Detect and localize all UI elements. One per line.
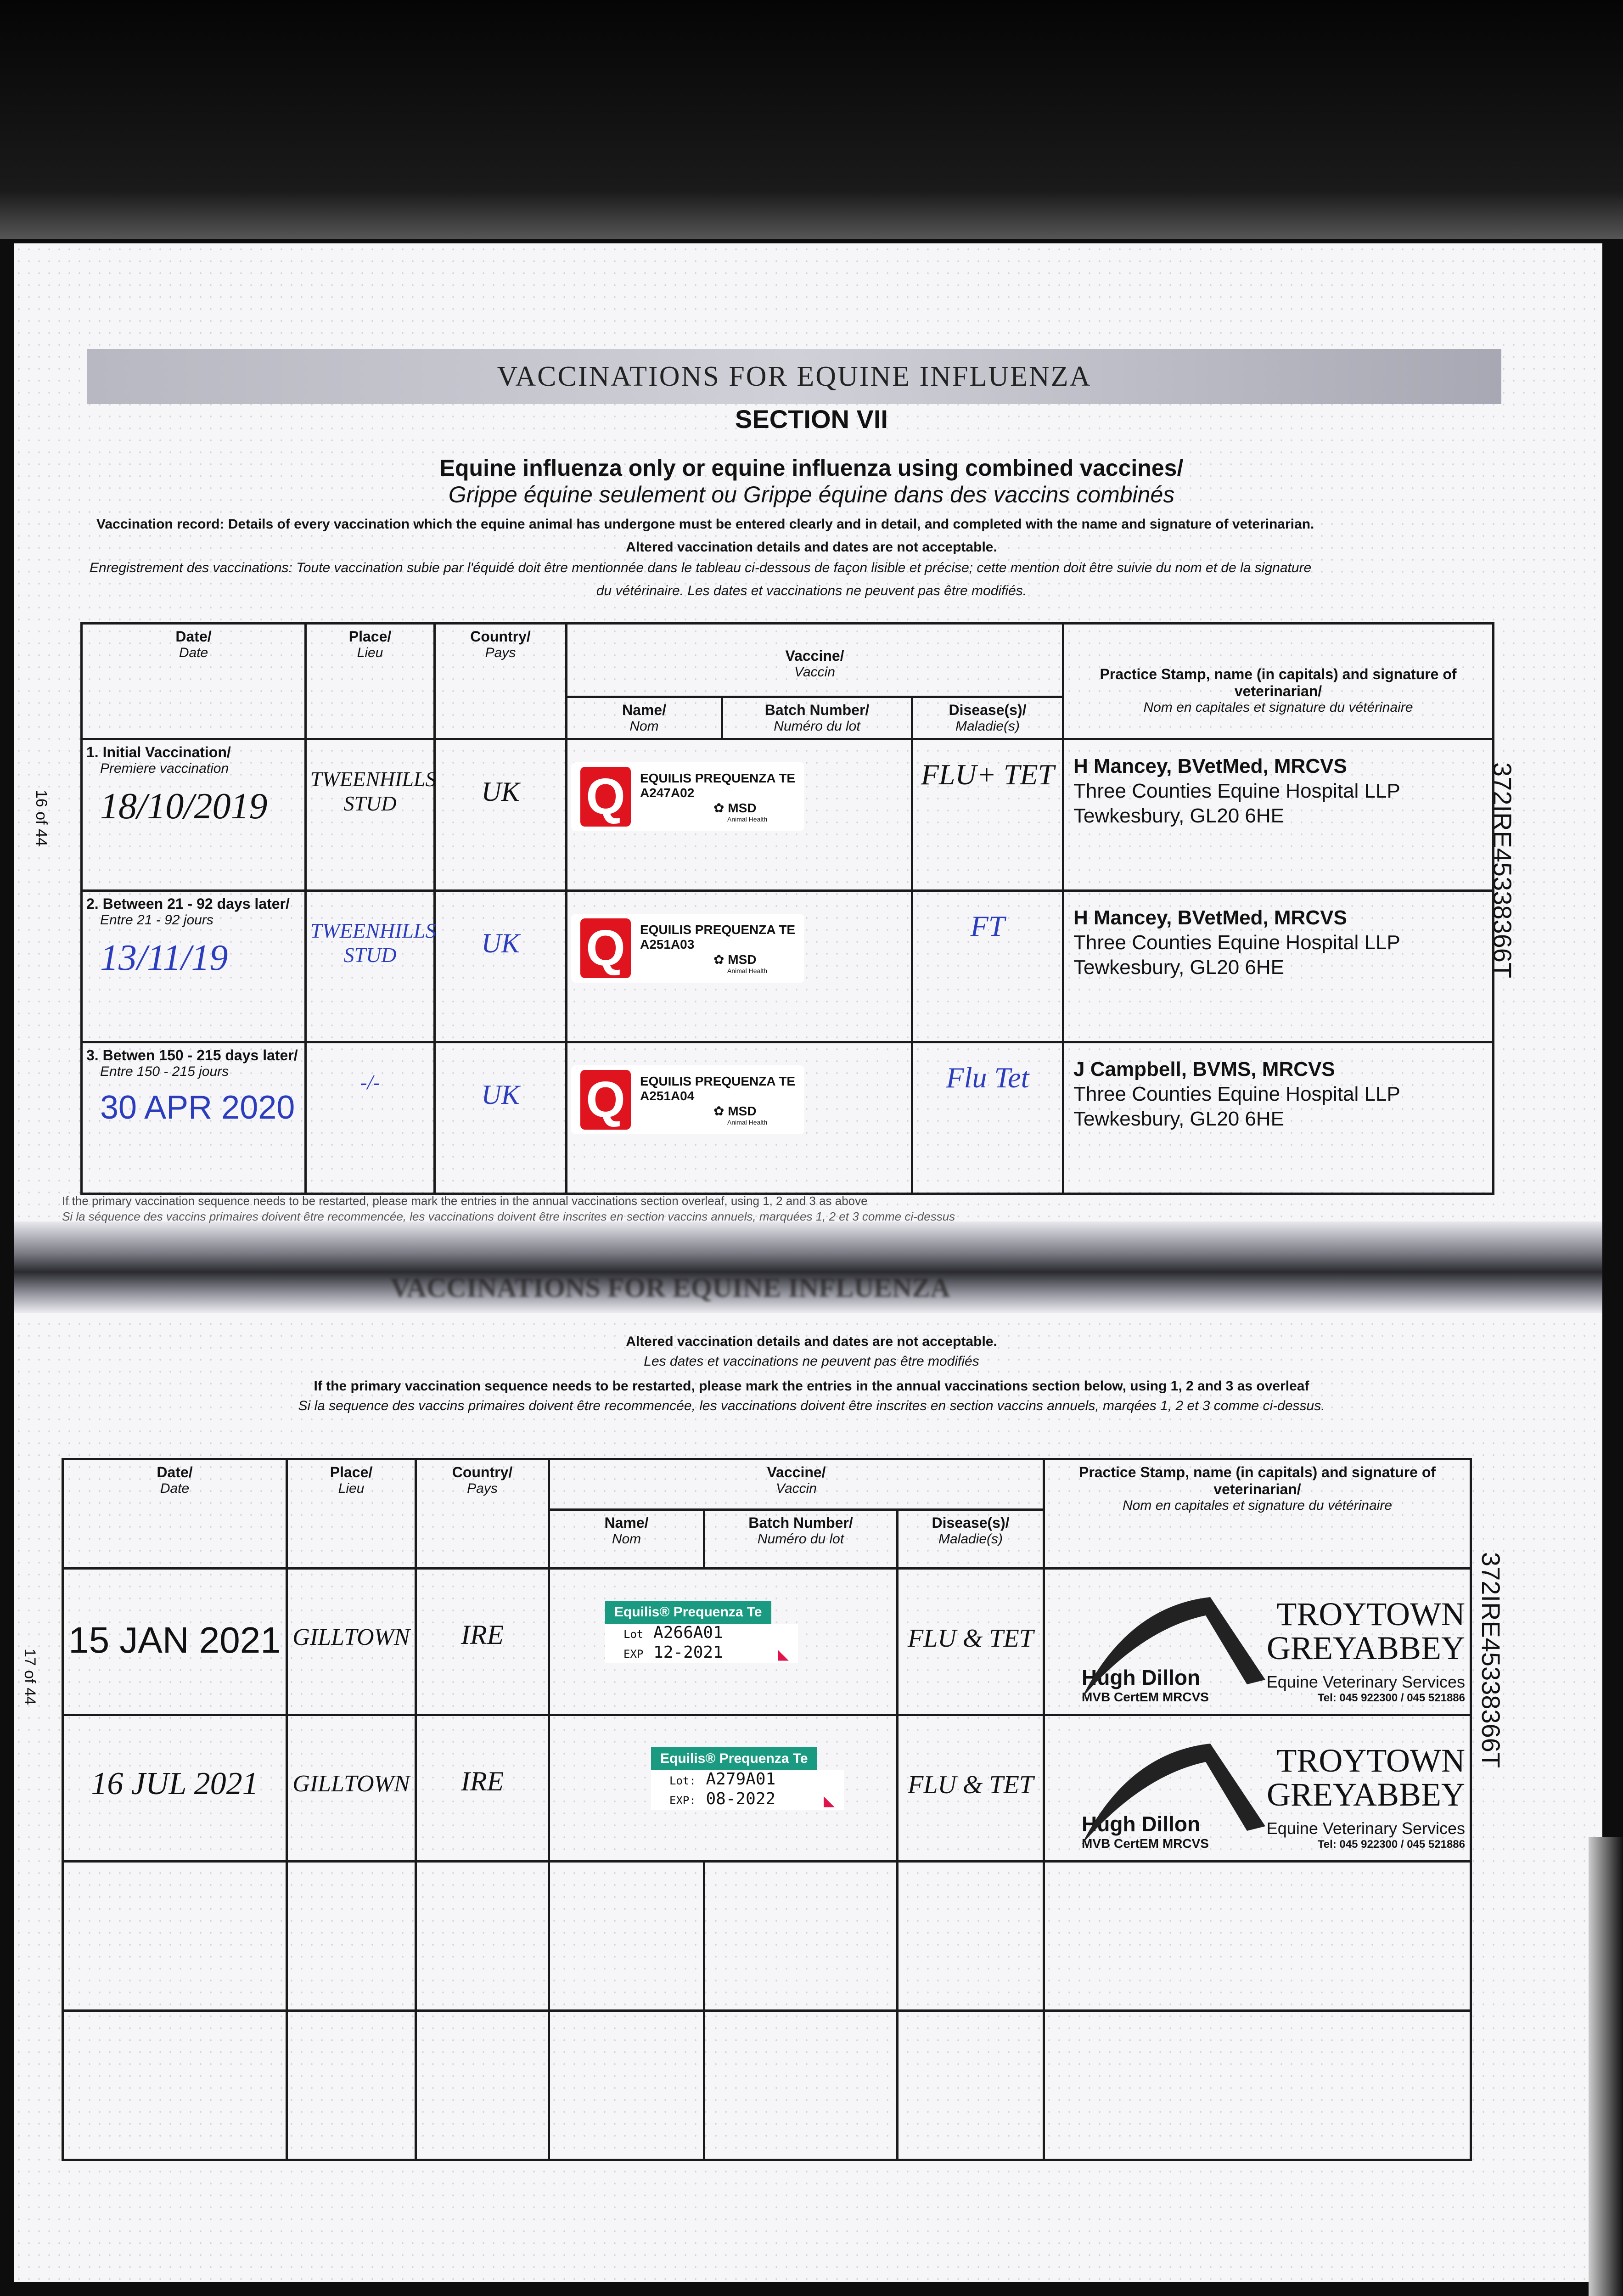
expiry-date: 12-2021: [653, 1643, 723, 1662]
header-name-label: Name/: [622, 702, 667, 718]
header-country: [416, 1459, 549, 1569]
disease: FLU+ TET: [921, 758, 1055, 791]
restart-en: If the primary vaccination sequence needs to be restarted, please mark the entries in the annual vaccinations section below, using 1, 2 and 3 as overleaf: [314, 1379, 1309, 1394]
header-place: [306, 624, 435, 739]
vaccine-label-cell: [549, 1715, 898, 1862]
table-row: [63, 1715, 1471, 1862]
vaccine-sticker: [651, 1770, 844, 1810]
empty-row: [63, 1862, 1471, 2011]
instructions-fr: Enregistrement des vaccinations: Toute vaccination subie par l'équidé doit être mentionnée dans le tableau ci-dessous de façon lisible et précise; cette mention doit être suivie du nom et de la signature: [90, 560, 1312, 575]
vaccine-label-cell: [567, 891, 912, 1042]
lot-label: Lot: [623, 1628, 644, 1641]
vaccine-sticker: [571, 914, 804, 983]
place-cell: [287, 1715, 416, 1862]
empty-cell[interactable]: [549, 2011, 704, 2160]
subtitle-en: Equine influenza only or equine influenza using combined vaccines/: [439, 455, 1184, 481]
header-country: [435, 624, 567, 739]
empty-cell[interactable]: [416, 1862, 549, 2011]
vaccine-name: EQUILIS PREQUENZA TE: [640, 922, 796, 937]
footnote-fr: Si la séquence des vaccins primaires doivent être recommencée, les vaccinations doivent être inscrites en section vaccins annuels, marquées 1, 2 et 3 comme ci-dessus: [62, 1210, 955, 1223]
header-name: [549, 1510, 704, 1569]
msd-logo-icon: ✿: [713, 952, 724, 967]
empty-cell[interactable]: [416, 2011, 549, 2160]
header-date-label: Date/: [157, 1464, 193, 1480]
disease-cell: [912, 1042, 1063, 1194]
header-disease-fr: Maladie(s): [938, 1531, 1003, 1547]
passport-id: 372IRE45338366T: [1488, 762, 1517, 979]
maker: MSD: [728, 800, 757, 815]
batch-number: A247A02: [640, 785, 695, 800]
vaccine-sticker: [571, 762, 804, 831]
vaccine-name: Equilis® Prequenza Te: [651, 1747, 817, 1770]
vaccination-country: IRE: [461, 1620, 504, 1650]
header-date: [63, 1459, 287, 1569]
maker-sub: Animal Health: [727, 967, 768, 974]
msd-logo-icon: ✿: [713, 1103, 724, 1118]
section-title: SECTION VII: [735, 405, 888, 433]
header-stamp: [1063, 624, 1494, 739]
header-name-fr: Nom: [612, 1531, 641, 1547]
exp-label: EXP:: [669, 1794, 696, 1807]
msd-logo-icon: ✿: [713, 800, 724, 815]
vaccine-label-cell: [549, 1569, 898, 1715]
disease-cell: [898, 1569, 1044, 1715]
country-cell: [435, 1042, 567, 1194]
vet-name: Hugh Dillon: [1082, 1666, 1201, 1689]
country-cell: [435, 739, 567, 891]
maker: MSD: [728, 952, 757, 967]
expiry-date: 08-2022: [706, 1790, 776, 1808]
batch-number: A251A03: [640, 937, 695, 951]
row-label: 2. Between 21 - 92 days later/: [86, 895, 290, 912]
place-cell: [306, 1042, 435, 1194]
header-country-label: Country/: [452, 1464, 513, 1480]
header-disease: [898, 1510, 1044, 1569]
vaccination-date: 30 APR 2020: [100, 1089, 295, 1126]
instructions-fr-2: du vétérinaire. Les dates et vaccinations ne peuvent pas être modifiés.: [596, 583, 1027, 598]
header-stamp-label: Practice Stamp, name (in capitals) and signature of veterinarian/: [1078, 1464, 1436, 1497]
disease: FLU & TET: [908, 1771, 1033, 1799]
header-vaccine-label: Vaccine/: [767, 1464, 826, 1480]
stamp-cell: [1063, 891, 1494, 1042]
header-vaccine-fr: Vaccin: [794, 664, 835, 680]
empty-cell[interactable]: [898, 1862, 1044, 2011]
practice-services: Equine Veterinary Services: [1266, 1672, 1465, 1691]
row-label-fr: Premiere vaccination: [100, 761, 229, 776]
empty-cell[interactable]: [704, 2011, 898, 2160]
red-mark-icon: ◣: [823, 1790, 835, 1811]
header-batch-fr: Numéro du lot: [757, 1531, 844, 1547]
place-cell: [306, 891, 435, 1042]
batch-number: A251A04: [640, 1088, 695, 1103]
row-label: 3. Betwen 150 - 215 days later/: [86, 1047, 298, 1064]
header-stamp-fr: Nom en capitales et signature du vétérinaire: [1143, 700, 1413, 715]
header-date-fr: Date: [179, 645, 208, 660]
vaccination-date: 15 JAN 2021: [68, 1620, 281, 1660]
header-country-fr: Pays: [485, 645, 516, 660]
disease: FLU & TET: [908, 1624, 1033, 1653]
subtitle-fr: Grippe équine seulement ou Grippe équine dans des vaccins combinés: [448, 482, 1175, 507]
annual-vaccination-table: [62, 1458, 1472, 2161]
vaccine-sticker: [571, 1065, 804, 1134]
page-edge-shadow: [1589, 1837, 1623, 2296]
header-country-label: Country/: [470, 628, 531, 645]
horse-head-logo-icon: [1073, 1734, 1302, 1854]
horse-head-logo-icon: [1073, 1588, 1302, 1707]
batch-number: A279A01: [706, 1770, 776, 1789]
vaccination-place: TWEENHILLS STUD: [310, 919, 436, 967]
page-number: 16 of 44: [33, 790, 50, 846]
header-disease-fr: Maladie(s): [955, 719, 1020, 734]
disease-cell: [898, 1715, 1044, 1862]
vaccination-date: 13/11/19: [100, 938, 228, 978]
empty-cell[interactable]: [287, 2011, 416, 2160]
instructions-en-2: Altered vaccination details and dates are not acceptable.: [626, 540, 997, 555]
vaccine-name: EQUILIS PREQUENZA TE: [640, 1074, 796, 1088]
stamp-cell: [1063, 1042, 1494, 1194]
header-country-fr: Pays: [467, 1481, 498, 1496]
header-date-fr: Date: [160, 1481, 190, 1496]
passport-id-bottom: 372IRE45338366T: [1477, 1552, 1505, 1768]
header-place-label: Place/: [330, 1464, 373, 1480]
practice-name-2: GREYABBEY: [1266, 1630, 1465, 1666]
lot-label: Lot:: [669, 1774, 696, 1787]
empty-cell[interactable]: [63, 1862, 287, 2011]
practice-address: Tewkesbury, GL20 6HE: [1073, 805, 1284, 827]
header-vaccine: [567, 624, 1063, 697]
date-cell: [63, 1715, 287, 1862]
empty-cell[interactable]: [287, 1862, 416, 2011]
disease: FT: [970, 910, 1005, 942]
empty-cell[interactable]: [898, 2011, 1044, 2160]
vet-qualifications: MVB CertEM MRCVS: [1082, 1836, 1209, 1851]
practice-name-1: TROYTOWN: [1276, 1742, 1465, 1779]
vaccine-name: Equilis® Prequenza Te: [605, 1601, 771, 1624]
practice-telephone: Tel: 045 922300 / 045 521886: [1317, 1692, 1465, 1704]
vaccine-sticker: [605, 1624, 798, 1663]
vet-name: H Mancey, BVetMed, MRCVS: [1073, 755, 1347, 777]
primary-vaccination-table: [80, 622, 1494, 1195]
row-label-fr: Entre 150 - 215 jours: [100, 1064, 229, 1079]
header-date-label: Date/: [175, 628, 212, 645]
header-vaccine-fr: Vaccin: [776, 1481, 817, 1496]
header-date: [82, 624, 306, 739]
country-cell: [435, 891, 567, 1042]
empty-cell[interactable]: [704, 1862, 898, 2011]
q-logo-icon: Q: [580, 767, 631, 827]
table-row: [82, 739, 1494, 891]
section-band: VACCINATIONS FOR EQUINE INFLUENZA: [87, 349, 1501, 404]
vaccination-country: UK: [481, 1080, 520, 1110]
book-cover: [0, 0, 1623, 239]
stamp-cell: [1044, 1715, 1471, 1862]
header-batch-label: Batch Number/: [748, 1514, 853, 1531]
stamp-cell: [1063, 739, 1494, 891]
note-fr: Les dates et vaccinations ne peuvent pas être modifiés: [644, 1354, 979, 1369]
country-cell: [416, 1715, 549, 1862]
header-place-fr: Lieu: [338, 1481, 365, 1496]
row-label-fr: Entre 21 - 92 jours: [100, 912, 213, 928]
practice-name-1: TROYTOWN: [1276, 1596, 1465, 1632]
maker-sub: Animal Health: [727, 815, 768, 823]
header-place-label: Place/: [348, 628, 392, 645]
header-name: [567, 697, 722, 739]
q-logo-icon: Q: [580, 918, 631, 978]
instructions-en: Vaccination record: Details of every vaccination which the equine animal has undergone must be entered clearly and in detail, and completed with the name and signature of veterinarian.: [96, 517, 1314, 532]
disease: Flu Tet: [946, 1061, 1029, 1094]
header-stamp-fr: Nom en capitales et signature du vétérinaire: [1123, 1498, 1393, 1513]
header-vaccine: [549, 1459, 1044, 1510]
stamp-cell: [1044, 1569, 1471, 1715]
maker-sub: Animal Health: [727, 1118, 768, 1126]
practice-telephone: Tel: 045 922300 / 045 521886: [1317, 1838, 1465, 1851]
vaccination-country: IRE: [461, 1766, 504, 1796]
practice-name: Three Counties Equine Hospital LLP: [1073, 1083, 1400, 1105]
header-place-fr: Lieu: [357, 645, 383, 660]
table-row: [82, 891, 1494, 1042]
place-cell: [306, 739, 435, 891]
table-row: [82, 1042, 1494, 1194]
note-en: Altered vaccination details and dates are not acceptable.: [626, 1334, 997, 1349]
vaccine-name: EQUILIS PREQUENZA TE: [640, 771, 796, 785]
vaccination-place: TWEENHILLS STUD: [310, 767, 436, 815]
practice-address: Tewkesbury, GL20 6HE: [1073, 1108, 1284, 1130]
row-label: 1. Initial Vaccination/: [86, 744, 231, 760]
country-cell: [416, 1569, 549, 1715]
red-mark-icon: ◣: [777, 1643, 789, 1665]
q-logo-icon: Q: [580, 1070, 631, 1130]
header-batch: [704, 1510, 898, 1569]
vet-name: J Campbell, BVMS, MRCVS: [1073, 1058, 1335, 1080]
page-number-bottom: 17 of 44: [21, 1649, 39, 1705]
vaccination-country: UK: [481, 777, 520, 807]
table-row: [63, 1569, 1471, 1715]
batch-number: A266A01: [653, 1623, 723, 1642]
practice-name: Three Counties Equine Hospital LLP: [1073, 780, 1400, 802]
header-batch-fr: Numéro du lot: [774, 719, 860, 734]
vaccination-place: GILLTOWN: [292, 1771, 410, 1797]
header-disease-label: Disease(s)/: [932, 1514, 1010, 1531]
vaccination-date: 18/10/2019: [100, 786, 268, 827]
header-disease-label: Disease(s)/: [949, 702, 1027, 718]
vaccine-label-cell: [567, 1042, 912, 1194]
vet-name: Hugh Dillon: [1082, 1812, 1201, 1836]
header-name-fr: Nom: [629, 719, 659, 734]
vet-name: H Mancey, BVetMed, MRCVS: [1073, 906, 1347, 929]
header-name-label: Name/: [604, 1514, 649, 1531]
empty-cell[interactable]: [1044, 2011, 1471, 2160]
vaccination-place: GILLTOWN: [292, 1624, 410, 1650]
vaccination-date: 16 JUL 2021: [91, 1766, 258, 1801]
maker: MSD: [728, 1103, 757, 1118]
date-cell: [82, 739, 306, 891]
header-stamp-label: Practice Stamp, name (in capitals) and signature of veterinarian/: [1100, 666, 1457, 699]
practice-address: Tewkesbury, GL20 6HE: [1073, 956, 1284, 979]
empty-cell[interactable]: [1044, 1862, 1471, 2011]
blurred-band-title: VACCINATIONS FOR EQUINE INFLUENZA: [390, 1272, 950, 1303]
vaccination-place: -/-: [360, 1070, 380, 1094]
practice-services: Equine Veterinary Services: [1266, 1819, 1465, 1838]
header-batch-label: Batch Number/: [764, 702, 870, 718]
footnote-en: If the primary vaccination sequence needs to be restarted, please mark the entries in the annual vaccinations section overleaf, using 1, 2 and 3 as above: [62, 1194, 868, 1208]
header-batch: [722, 697, 912, 739]
date-cell: [82, 891, 306, 1042]
disease-cell: [912, 739, 1063, 891]
header-vaccine-label: Vaccine/: [785, 647, 844, 664]
vaccine-label-cell: [567, 739, 912, 891]
vaccination-country: UK: [481, 928, 520, 958]
date-cell: [63, 1569, 287, 1715]
practice-name: Three Counties Equine Hospital LLP: [1073, 931, 1400, 954]
disease-cell: [912, 891, 1063, 1042]
header-place: [287, 1459, 416, 1569]
header-disease: [912, 697, 1063, 739]
header-stamp: [1044, 1459, 1471, 1569]
place-cell: [287, 1569, 416, 1715]
date-cell: [82, 1042, 306, 1194]
empty-cell[interactable]: [63, 2011, 287, 2160]
restart-fr: Si la sequence des vaccins primaires doivent être recommencée, les vaccinations doivent être inscrites en section vaccins annuels, marqées 1, 2 et 3 comme ci-dessus.: [298, 1398, 1325, 1413]
empty-cell[interactable]: [549, 1862, 704, 2011]
exp-label: EXP: [623, 1648, 644, 1660]
practice-name-2: GREYABBEY: [1266, 1776, 1465, 1813]
vet-qualifications: MVB CertEM MRCVS: [1082, 1690, 1209, 1704]
empty-row: [63, 2011, 1471, 2160]
